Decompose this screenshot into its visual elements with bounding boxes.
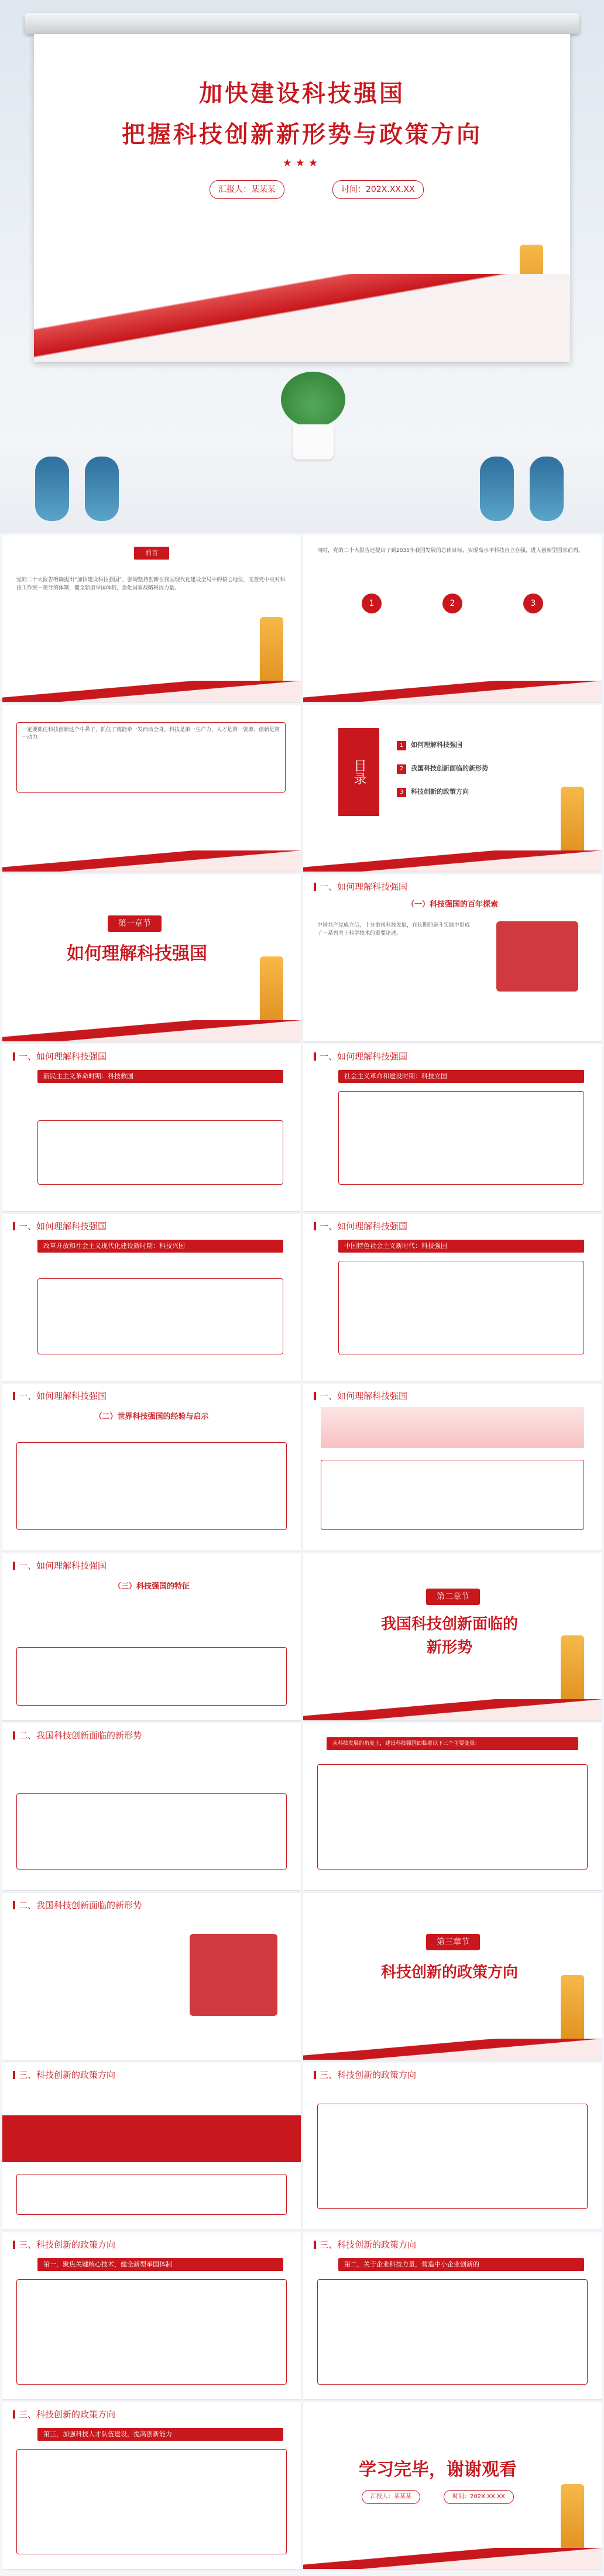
slide-era4 bbox=[303, 1214, 602, 1381]
slide-policy2 bbox=[303, 2232, 602, 2399]
content-box bbox=[16, 1442, 287, 1530]
chapter-title: 如何理解科技强国 bbox=[67, 944, 207, 964]
section-heading: 三、科技创新的政策方向 bbox=[314, 2069, 416, 2081]
section-heading: 一、如何理解科技强国 bbox=[314, 1050, 407, 1062]
content-box bbox=[16, 2174, 287, 2215]
slide-foreword bbox=[2, 535, 301, 702]
huabiao-icon bbox=[561, 787, 584, 857]
slide-policy1 bbox=[2, 2232, 301, 2399]
ending-title: 学习完毕，谢谢观看 bbox=[359, 2460, 517, 2480]
pot-icon bbox=[293, 424, 334, 459]
cover-scene bbox=[0, 0, 604, 533]
cover-time: 时间：202X.XX.XX bbox=[332, 180, 424, 199]
cover-reporter: 汇报人：某某某 bbox=[210, 180, 284, 199]
chapter-label: 第三章节 bbox=[426, 1934, 480, 1950]
slide-section2b bbox=[303, 1723, 602, 1890]
section-heading: 三、科技创新的政策方向 bbox=[314, 2238, 416, 2251]
slide-chapter2 bbox=[303, 1553, 602, 1720]
era-bar: 社会主义革命和建设时期：科技立国 bbox=[338, 1070, 584, 1083]
content-box bbox=[16, 2449, 287, 2554]
policy-bar: 第一，聚焦关键核心技术，健全新型举国体制 bbox=[37, 2258, 283, 2271]
section-heading: 一、如何理解科技强国 bbox=[13, 1220, 107, 1232]
section-heading: 三、科技创新的政策方向 bbox=[13, 2408, 115, 2420]
slide-section3a bbox=[2, 2063, 301, 2229]
content-box bbox=[16, 2279, 287, 2385]
chair-icon bbox=[480, 457, 514, 521]
huabiao-icon bbox=[561, 1635, 584, 1706]
buildings-image bbox=[321, 1407, 584, 1448]
foreword-badge: 前言 bbox=[134, 547, 169, 560]
chapter-title-line2: 新形势 bbox=[426, 1639, 472, 1656]
content-box bbox=[321, 1460, 584, 1530]
slide-policy3 bbox=[2, 2402, 301, 2569]
slide-ending bbox=[303, 2402, 602, 2569]
quote-box: 一定要抓住科技创新这个牛鼻子，抓住了就能牵一发而动全身。科技是第一生产力、人才是第一资源、创新是第一动力。 bbox=[16, 722, 286, 793]
section-heading: 一、如何理解科技强国 bbox=[314, 880, 407, 893]
chair-icon bbox=[85, 457, 119, 521]
slide-era2 bbox=[303, 1044, 602, 1211]
slide-grid bbox=[0, 533, 604, 2576]
slide-intro bbox=[303, 535, 602, 702]
slide-sub3 bbox=[2, 1553, 301, 1720]
content-box bbox=[317, 2104, 588, 2209]
section-heading: 一、如何理解科技强国 bbox=[314, 1220, 407, 1232]
chapter-label: 第一章节 bbox=[108, 915, 162, 932]
slide-toc bbox=[303, 705, 602, 872]
huabiao-icon bbox=[561, 1975, 584, 2045]
content-box bbox=[16, 1793, 287, 1870]
section-heading: 二、我国科技创新面临的新形势 bbox=[13, 1729, 142, 1741]
ending-time: 时间：202X.XX.XX bbox=[444, 2490, 514, 2504]
plant-icon bbox=[281, 372, 345, 427]
slide-section2a bbox=[2, 1723, 301, 1890]
cover-title-line2: 把握科技创新新形势与政策方向 bbox=[122, 121, 482, 148]
section-heading: 三、科技创新的政策方向 bbox=[13, 2238, 115, 2251]
era-bar: 中国特色社会主义新时代：科技强国 bbox=[338, 1240, 584, 1253]
policy-bar: 第三，加强科技人才队伍建设，提高创新能力 bbox=[37, 2428, 283, 2441]
huabiao-icon bbox=[260, 617, 283, 687]
era-box bbox=[338, 1261, 584, 1354]
cover-wave bbox=[34, 274, 570, 362]
sub-title: （三）科技强国的特征 bbox=[113, 1582, 190, 1591]
slide-section3b bbox=[303, 2063, 602, 2229]
slide-wave bbox=[2, 1020, 301, 1041]
huabiao-icon bbox=[260, 956, 283, 1027]
policy-bar: 第二，关于企业科技力量，营造中小企业创新的 bbox=[338, 2258, 584, 2271]
slide-wave bbox=[303, 681, 602, 702]
slide-wave bbox=[303, 1699, 602, 1720]
slide-wave bbox=[303, 2039, 602, 2060]
red-banner bbox=[2, 2115, 301, 2162]
section-heading: 三、科技创新的政策方向 bbox=[13, 2069, 115, 2081]
toc-title: 目录 bbox=[338, 728, 379, 816]
foreword-text: 党的二十大报告明确提出“加快建设科技强国”，强调坚持创新在我国现代化建设全局中的核心地位，完善党中央对科技工作统一领导的体制，健全新型举国体制，强化国家战略科技力量。 bbox=[16, 577, 286, 591]
section-heading: 一、如何理解科技强国 bbox=[13, 1050, 107, 1062]
chapter-title: 科技创新的政策方向 bbox=[380, 1964, 518, 1981]
cover-title-line1: 加快建设科技强国 bbox=[199, 80, 405, 107]
content-box bbox=[317, 2279, 588, 2385]
sub-title: （一）科技强国的百年探索 bbox=[406, 900, 498, 909]
chapter-title-line1: 我国科技创新面临的 bbox=[380, 1615, 518, 1633]
ending-reporter: 汇报人：某某某 bbox=[362, 2490, 420, 2504]
slide-section2c bbox=[2, 1893, 301, 2060]
toc-item-label: 我国科技创新面临的新形势 bbox=[411, 764, 488, 772]
toc-item-label: 如何理解科技强国 bbox=[411, 741, 462, 749]
cover-stars: ★★★ bbox=[282, 157, 322, 169]
section-heading: 一、如何理解科技强国 bbox=[314, 1390, 407, 1402]
content-box bbox=[317, 1764, 588, 1870]
chair-icon bbox=[530, 457, 564, 521]
cover-slide bbox=[34, 34, 570, 362]
slide-sub2b bbox=[303, 1384, 602, 1551]
classroom-icon bbox=[190, 1934, 277, 2016]
sub-title: （二）世界科技强国的经验与启示 bbox=[94, 1412, 209, 1421]
era-box bbox=[37, 1120, 283, 1185]
era-bar: 新民主主义革命时期：科技救国 bbox=[37, 1070, 283, 1083]
slide-wave bbox=[2, 681, 301, 702]
toc-item-2[interactable]: 2 我国科技创新面临的新形势 bbox=[397, 763, 488, 774]
banner: 从科技发展的角度上，建设科技强国面临着以下三个主要变量： bbox=[327, 1737, 578, 1750]
step-badge: 2 bbox=[442, 594, 462, 613]
sub-text: 中国共产党成立后，十分重视科技发展，在长期的奋斗实践中形成了一系列关于科学技术的重要论述。 bbox=[317, 922, 471, 937]
chair-icon bbox=[35, 457, 69, 521]
section-heading: 一、如何理解科技强国 bbox=[13, 1390, 107, 1402]
step-badge: 1 bbox=[362, 594, 382, 613]
projector-bar bbox=[25, 13, 579, 34]
section-heading: 二、我国科技创新面临的新形势 bbox=[13, 1899, 142, 1911]
slide-chapter1 bbox=[2, 874, 301, 1041]
classroom-icon bbox=[496, 921, 578, 992]
slide-era1 bbox=[2, 1044, 301, 1211]
slide-chapter3 bbox=[303, 1893, 602, 2060]
slide-sub1 bbox=[303, 874, 602, 1041]
intro-text: 同时，党的二十大报告还提出了到2035年我国发展的总体目标，实现高水平科技自立自强，进入创新型国家前列。 bbox=[317, 548, 584, 554]
chapter-label: 第二章节 bbox=[426, 1589, 480, 1605]
slide-wave bbox=[303, 2548, 602, 2569]
slide-sub2 bbox=[2, 1384, 301, 1551]
section-heading: 一、如何理解科技强国 bbox=[13, 1559, 107, 1572]
slide-quote bbox=[2, 705, 301, 872]
step-badge: 3 bbox=[523, 594, 543, 613]
content-box bbox=[16, 1647, 287, 1706]
era-box bbox=[37, 1278, 283, 1354]
slide-era3 bbox=[2, 1214, 301, 1381]
toc-item-3[interactable]: 3 科技创新的政策方向 bbox=[397, 787, 469, 797]
era-bar: 改革开放和社会主义现代化建设新时期：科技兴国 bbox=[37, 1240, 283, 1253]
huabiao-icon bbox=[561, 2484, 584, 2554]
slide-wave bbox=[303, 850, 602, 872]
slide-wave bbox=[2, 850, 301, 872]
toc-item-1[interactable]: 1 如何理解科技强国 bbox=[397, 740, 462, 750]
era-box bbox=[338, 1091, 584, 1185]
toc-item-label: 科技创新的政策方向 bbox=[411, 788, 469, 795]
